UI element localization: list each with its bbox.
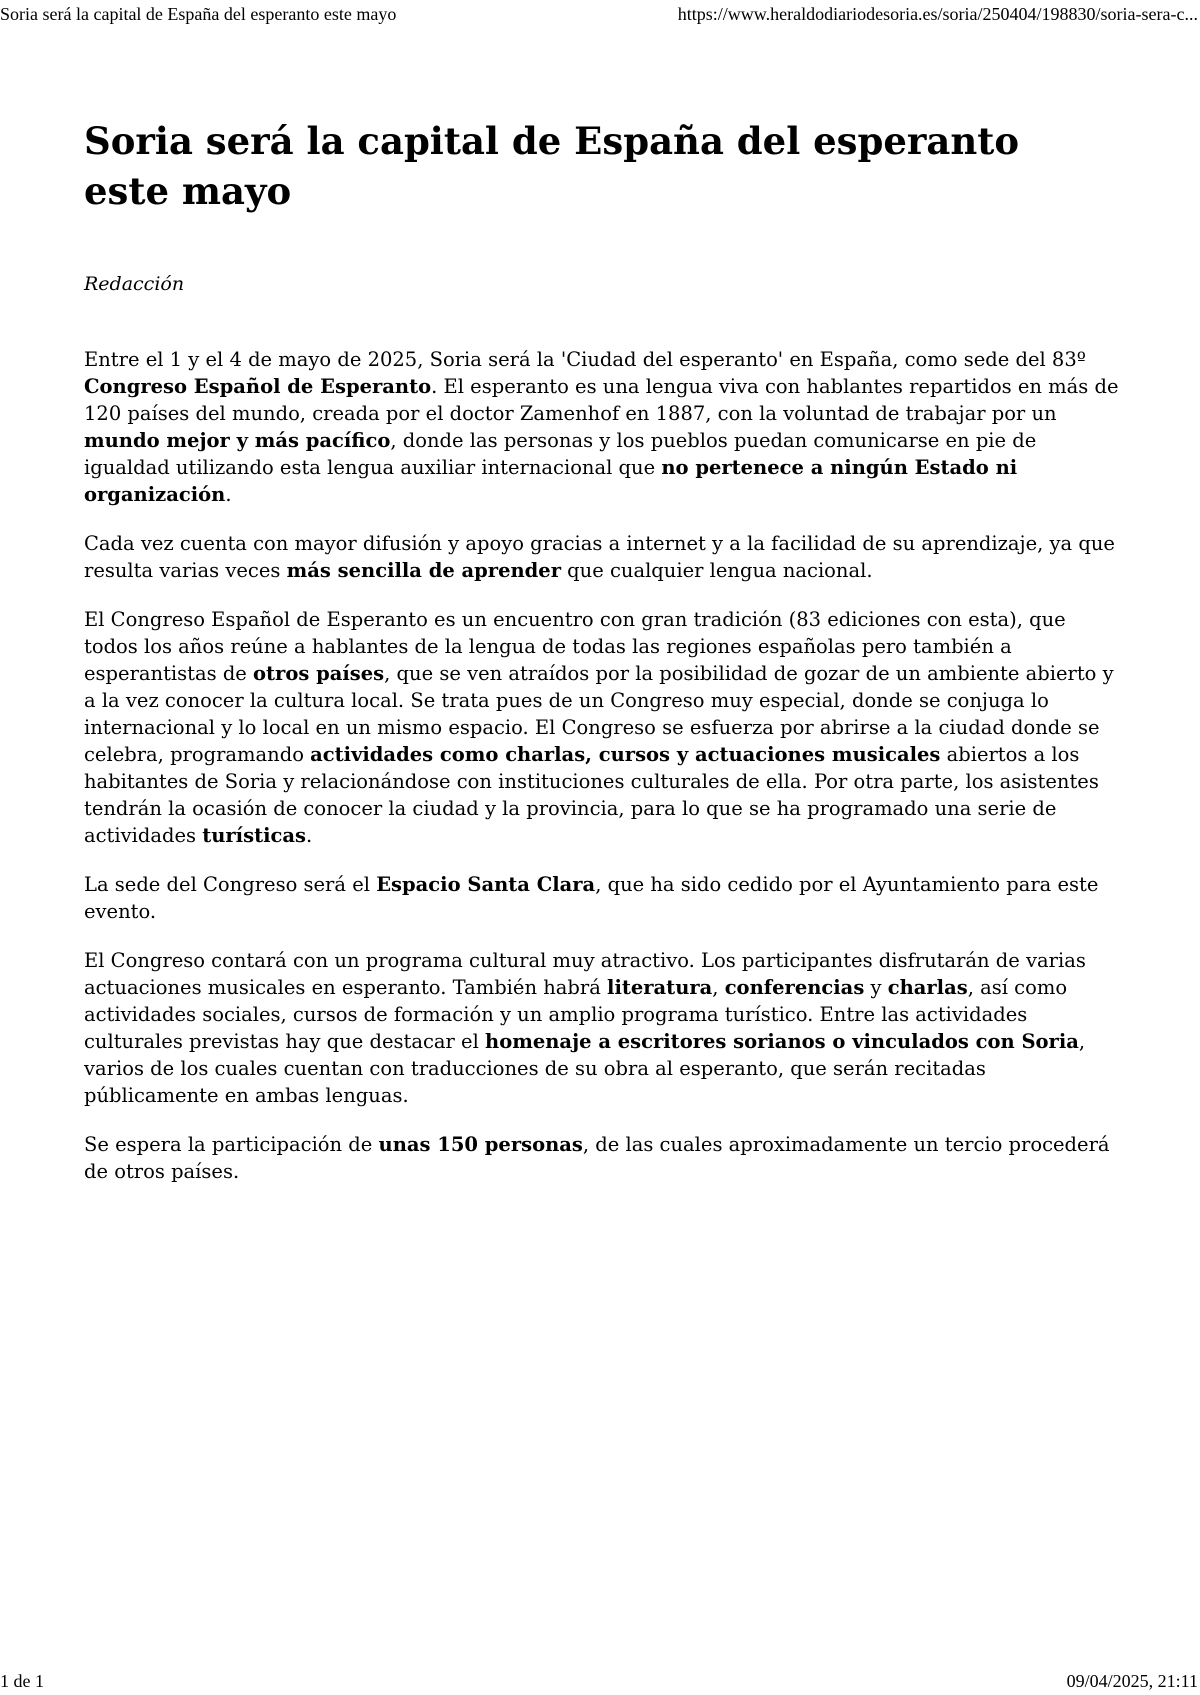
bold-text-run: actividades como charlas, cursos y actuaciones musicales — [310, 743, 941, 766]
article-paragraph — [84, 346, 1124, 508]
article-paragraph — [84, 947, 1124, 1109]
print-footer — [0, 1667, 1200, 1695]
print-footer-page-number: 1 de 1 — [0, 1671, 44, 1691]
article — [84, 116, 1124, 1207]
text-run: , de las cuales aproximadamente un tercio procederá de otros países. — [84, 1133, 1110, 1183]
text-run: que cualquier lengua nacional. — [560, 559, 873, 582]
text-run: . — [305, 824, 313, 847]
text-run: . — [225, 483, 232, 506]
text-run: El Congreso contará con un programa cultural muy atractivo. Los participantes disfrutarán de varias actuaciones musicales en esperanto. También habrá — [84, 949, 1086, 999]
text-run: , que se ven atraídos por la posibilidad de gozar de un ambiente abierto y a la vez conocer la cultura local. Se trata pues de un Congreso muy especial, donde se conjuga lo internacional y lo local en un mismo espacio. El Congreso se esfuerza por abrirse a la ciudad donde se celebra, programando — [84, 662, 1114, 766]
text-run: abiertos a los habitantes de Soria y relacionándose con instituciones culturales de ella. Por otra parte, los asistentes tendrán la ocasión de conocer la ciudad y la provincia, para lo que se ha programado una serie de actividades — [84, 743, 1099, 847]
text-run: , donde las personas y los pueblos puedan comunicarse en pie de igualdad utilizando esta lengua auxiliar internacional que — [84, 429, 1037, 479]
article-paragraph — [84, 606, 1124, 849]
article-paragraph — [84, 1131, 1124, 1185]
bold-text-run: Congreso Español de Esperanto — [84, 375, 432, 398]
print-header-title: Soria será la capital de España del esperanto este mayo — [0, 4, 397, 24]
bold-text-run: más sencilla de aprender — [286, 559, 561, 582]
article-paragraph — [84, 530, 1124, 584]
bold-text-run: conferencias — [724, 976, 865, 999]
text-run: Se espera la participación de — [84, 1133, 379, 1156]
bold-text-run: Espacio Santa Clara — [376, 873, 596, 896]
article-paragraph — [84, 871, 1124, 925]
text-run: , así como actividades sociales, cursos de formación y un amplio programa turístico. Entre las actividades culturales previstas hay que destacar el — [84, 976, 1068, 1053]
bold-text-run: otros países — [253, 662, 385, 685]
text-run: Cada vez cuenta con mayor difusión y apoyo gracias a internet y a la facilidad de su aprendizaje, ya que resulta varias veces — [84, 532, 1115, 582]
print-footer-datetime: 09/04/2025, 21:11 — [1066, 1671, 1198, 1691]
bold-text-run: turísticas — [202, 824, 306, 847]
text-run: Entre el 1 y el 4 de mayo de 2025, Soria será la 'Ciudad del esperanto' en España, como sede del 83º — [84, 348, 1086, 371]
bold-text-run: homenaje a escritores sorianos o vinculados con Soria — [485, 1030, 1079, 1053]
text-run: , — [712, 976, 725, 999]
bold-text-run: literatura — [607, 976, 713, 999]
article-body — [84, 346, 1124, 1185]
bold-text-run: mundo mejor y más pacífico — [84, 429, 391, 452]
text-run: y — [864, 976, 888, 999]
bold-text-run: unas 150 personas — [378, 1133, 583, 1156]
article-title: Soria será la capital de España del esperanto este mayo — [84, 119, 1020, 213]
bold-text-run: no pertenece a ningún Estado ni organización — [84, 456, 1018, 506]
print-header-url: https://www.heraldodiariodesoria.es/soria/250404/198830/soria-sera-c... — [677, 4, 1198, 24]
text-run: . El esperanto es una lengua viva con hablantes repartidos en más de 120 países del mundo, creada por el doctor Zamenhof en 1887, con la voluntad de trabajar por un — [84, 375, 1119, 425]
print-header — [0, 0, 1200, 28]
text-run: , que ha sido cedido por el Ayuntamiento para este evento. — [84, 873, 1099, 923]
bold-text-run: charlas — [887, 976, 968, 999]
text-run: La sede del Congreso será el — [84, 873, 377, 896]
text-run: , varios de los cuales cuentan con traducciones de su obra al esperanto, que serán recitadas públicamente en ambas lenguas. — [84, 1030, 1086, 1107]
text-run: El Congreso Español de Esperanto es un encuentro con gran tradición (83 ediciones con esta), que todos los años reúne a hablantes de la lengua de todas las regiones españolas pero también a esperantistas de — [84, 608, 1066, 685]
article-byline: Redacción — [84, 273, 185, 295]
